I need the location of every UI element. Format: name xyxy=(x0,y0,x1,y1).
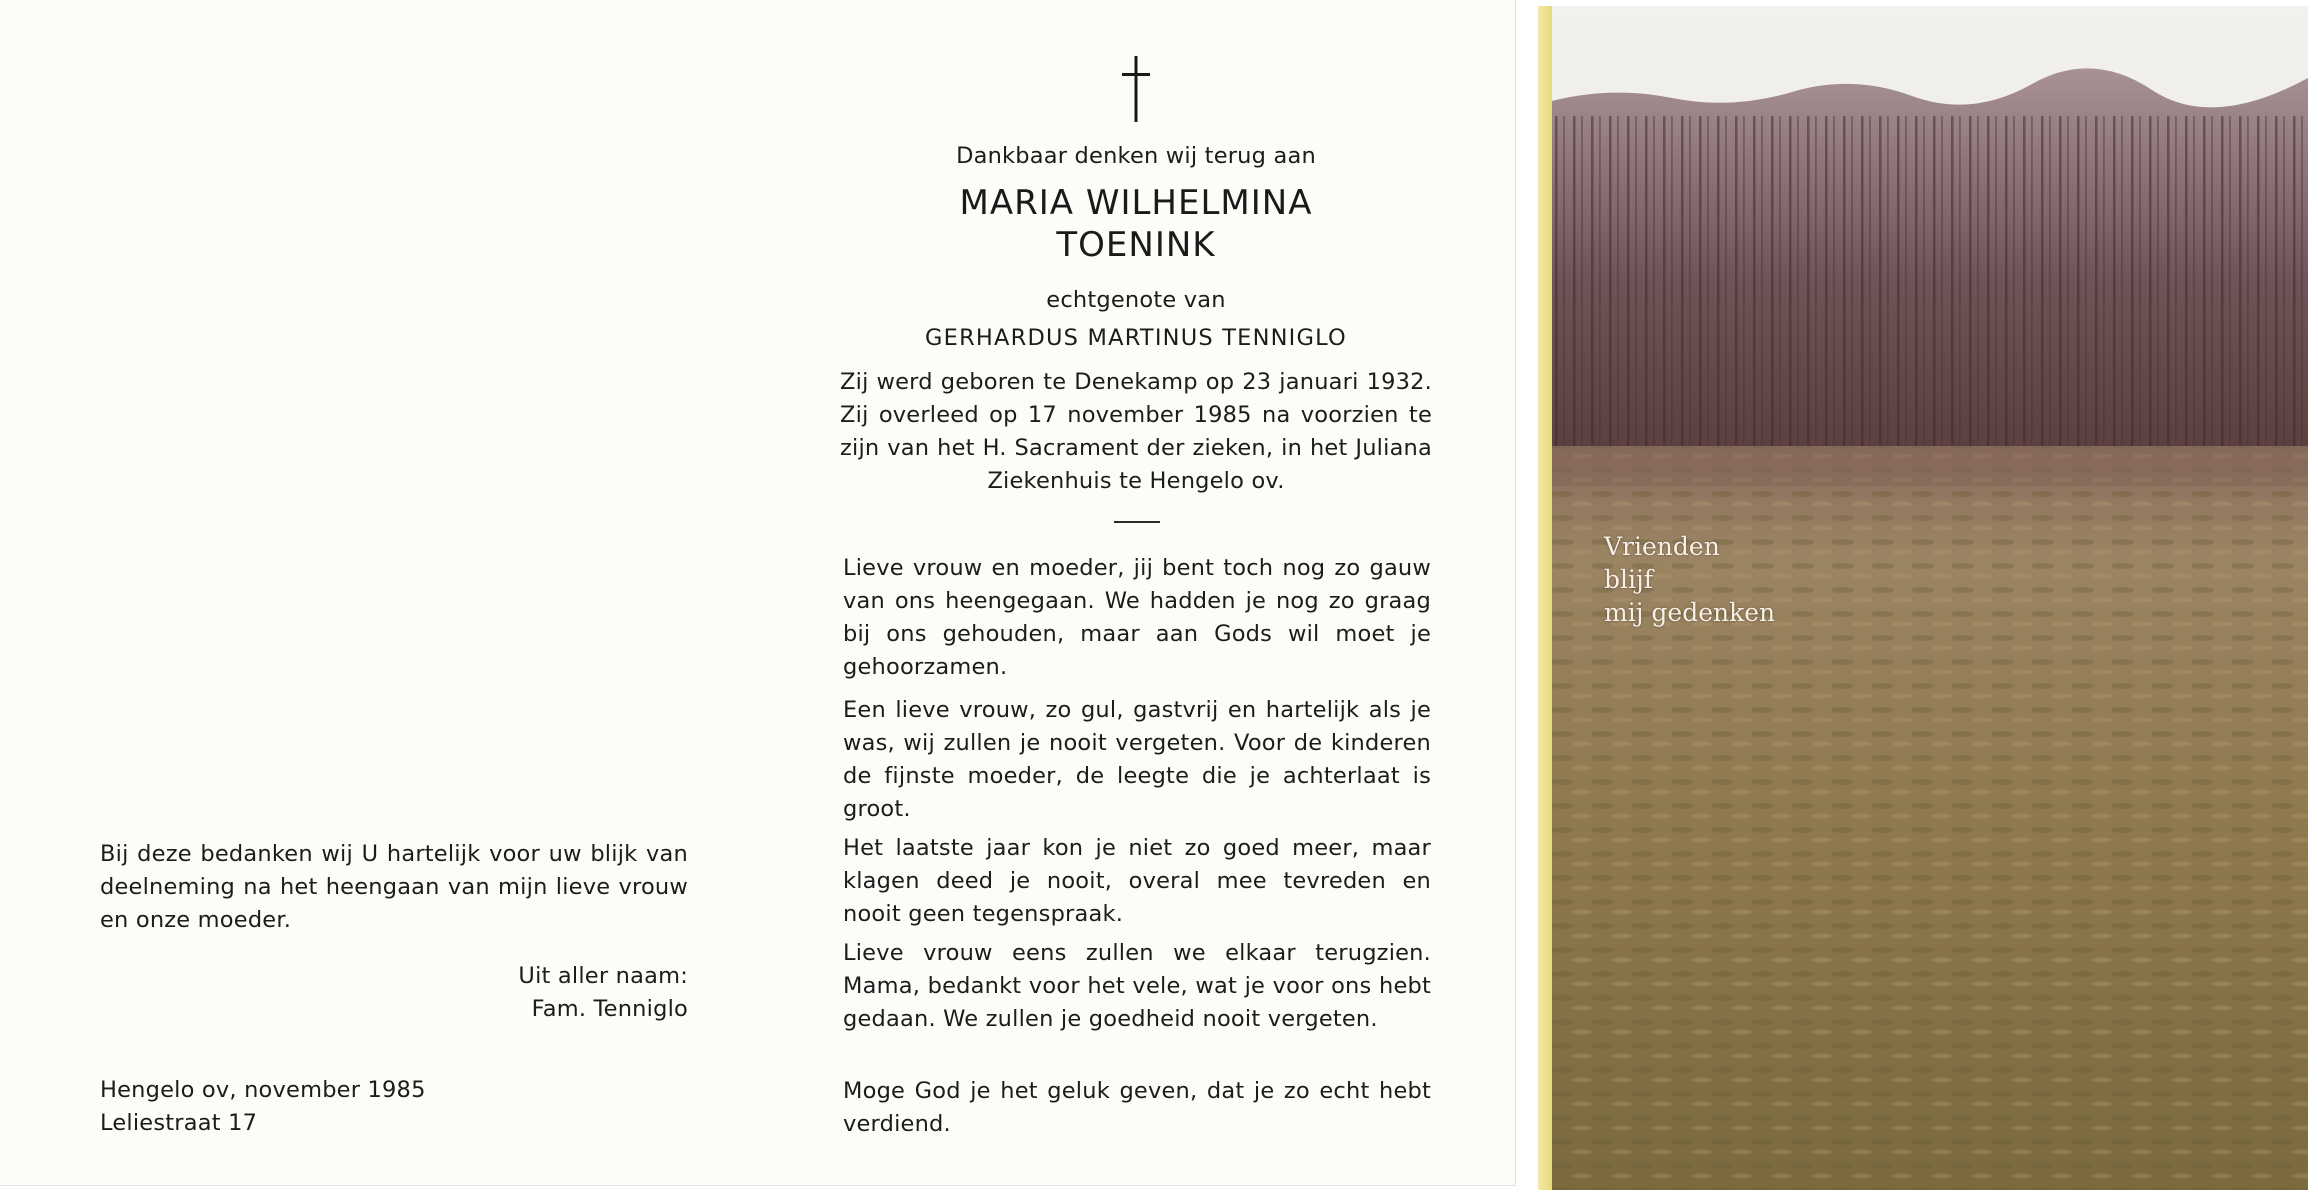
landscape-photo xyxy=(1552,6,2308,1190)
address-line: Leliestraat 17 xyxy=(100,1110,258,1136)
intro-line: Dankbaar denken wij terug aan xyxy=(956,143,1316,169)
memorial-paragraph: Lieve vrouw en moeder, jij bent toch nog zo gauw van ons heengegaan. We hadden je nog zo graag bij ons gehouden, maar aan Gods wil moet je gehoorzamen. xyxy=(843,555,1431,680)
memorial-paragraph: Moge God je het geluk geven, dat je zo echt hebt verdiend. xyxy=(843,1078,1431,1137)
card-fold-edge xyxy=(1538,6,1552,1190)
cross-icon xyxy=(1118,56,1154,122)
place-date-line: Hengelo ov, november 1985 xyxy=(100,1077,426,1103)
place-date-block xyxy=(100,1074,500,1140)
section-divider xyxy=(1114,521,1160,523)
deceased-name xyxy=(840,182,1432,266)
wife-of-line: echtgenote van xyxy=(1046,287,1226,313)
signature-line-2: Fam. Tenniglo xyxy=(531,996,688,1022)
memorial-paragraph: Het laatste jaar kon je niet zo goed meer, maar klagen deed je nooit, overal mee tevreden en nooit geen tegenspraak. xyxy=(843,835,1431,927)
signature-line-1: Uit aller naam: xyxy=(518,963,688,989)
photo-caption-line-2: blijf xyxy=(1604,565,1653,594)
photo-caption xyxy=(1604,530,1775,629)
memorial-paragraph: Een lieve vrouw, zo gul, gastvrij en hartelijk als je was, wij zullen je nooit vergeten. Voor de kinderen de fijnste moeder, de leegte die je achterlaat is groot. xyxy=(843,697,1431,822)
photo-caption-line-1: Vrienden xyxy=(1604,532,1720,561)
deceased-name-line-1: MARIA WILHELMINA xyxy=(959,183,1313,223)
photo-caption-line-3: mij gedenken xyxy=(1604,598,1776,627)
husband-name: GERHARDUS MARTINUS TENNIGLO xyxy=(925,325,1347,351)
memorial-paragraph: Lieve vrouw eens zullen we elkaar terugzien. Mama, bedankt voor het vele, wat je voor ons hebt gedaan. We zullen je goedheid nooit vergeten. xyxy=(843,940,1431,1032)
signature-block xyxy=(400,960,688,1026)
thanks-text: Bij deze bedanken wij U hartelijk voor uw blijk van deelneming na het heengaan van mijn lieve vrouw en onze moeder. xyxy=(100,841,688,933)
biography-text: Zij werd geboren te Denekamp op 23 januari 1932. Zij overleed op 17 november 1985 na voorzien te zijn van het H. Sacrament der zieken, in het Juliana Ziekenhuis te Hengelo ov. xyxy=(840,369,1432,494)
deceased-name-line-2: TOENINK xyxy=(1056,225,1216,265)
